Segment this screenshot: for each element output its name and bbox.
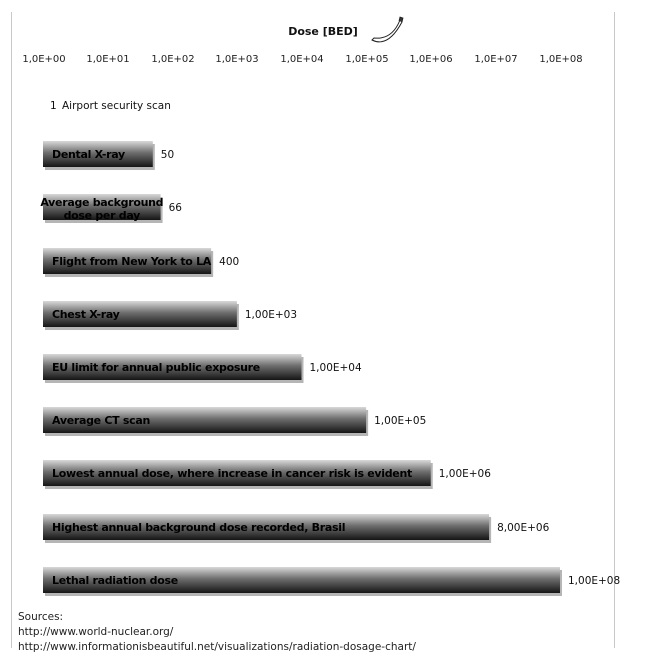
x-tick-label: 1,0E+04	[280, 54, 324, 65]
bar-category-label: EU limit for annual public exposure	[52, 361, 260, 374]
source-link-1[interactable]: http://www.world-nuclear.org/	[18, 626, 174, 638]
x-tick-label: 1,0E+08	[539, 54, 583, 65]
bar-category-label: Lethal radiation dose	[52, 574, 178, 587]
x-tick-label: 1,0E+07	[474, 54, 518, 65]
x-tick-label: 1,0E+03	[215, 54, 259, 65]
bar-category-label: Average background dose per day	[40, 196, 164, 222]
bar-category-label: Dental X-ray	[52, 148, 125, 161]
source-link-2[interactable]: http://www.informationisbeautiful.net/visualizations/radiation-dosage-chart/	[18, 641, 416, 653]
bar-value-label: 400	[219, 256, 240, 268]
x-tick-label: 1,0E+05	[345, 54, 389, 65]
bar-category-label: Average CT scan	[52, 414, 150, 427]
x-tick-label: 1,0E+02	[151, 54, 195, 65]
x-tick-label: 1,0E+06	[409, 54, 453, 65]
bar-value-label: 50	[160, 149, 175, 161]
x-tick-label: 1,0E+01	[86, 54, 130, 65]
bar-value-label: 1,00E+03	[244, 309, 298, 321]
bar-value-label: 8,00E+06	[497, 522, 550, 534]
banana-icon	[372, 17, 403, 42]
bars	[40, 100, 620, 596]
bar-value-label: 66	[168, 202, 182, 214]
bar-value-label: 1	[50, 100, 57, 112]
chart-title: Dose [BED]	[288, 25, 358, 38]
bar-value-label: 1,00E+04	[309, 362, 362, 374]
bar-value-label: 1,00E+06	[438, 468, 491, 480]
bar-category-label: Chest X-ray	[52, 308, 120, 321]
bar-category-label: Airport security scan	[62, 100, 171, 112]
bar-category-label: Flight from New York to LA	[52, 255, 212, 268]
sources-note	[18, 610, 416, 655]
x-axis-ticks	[22, 54, 582, 65]
bar-value-label: 1,00E+05	[374, 415, 427, 427]
x-tick-label: 1,0E+00	[22, 54, 66, 65]
bar-category-label: Lowest annual dose, where increase in cancer risk is evident	[52, 467, 412, 480]
bar-value-label: 1,00E+08	[568, 575, 621, 587]
sources-heading: Sources:	[18, 611, 64, 623]
bar-category-label: Highest annual background dose recorded, Brasil	[52, 521, 346, 534]
